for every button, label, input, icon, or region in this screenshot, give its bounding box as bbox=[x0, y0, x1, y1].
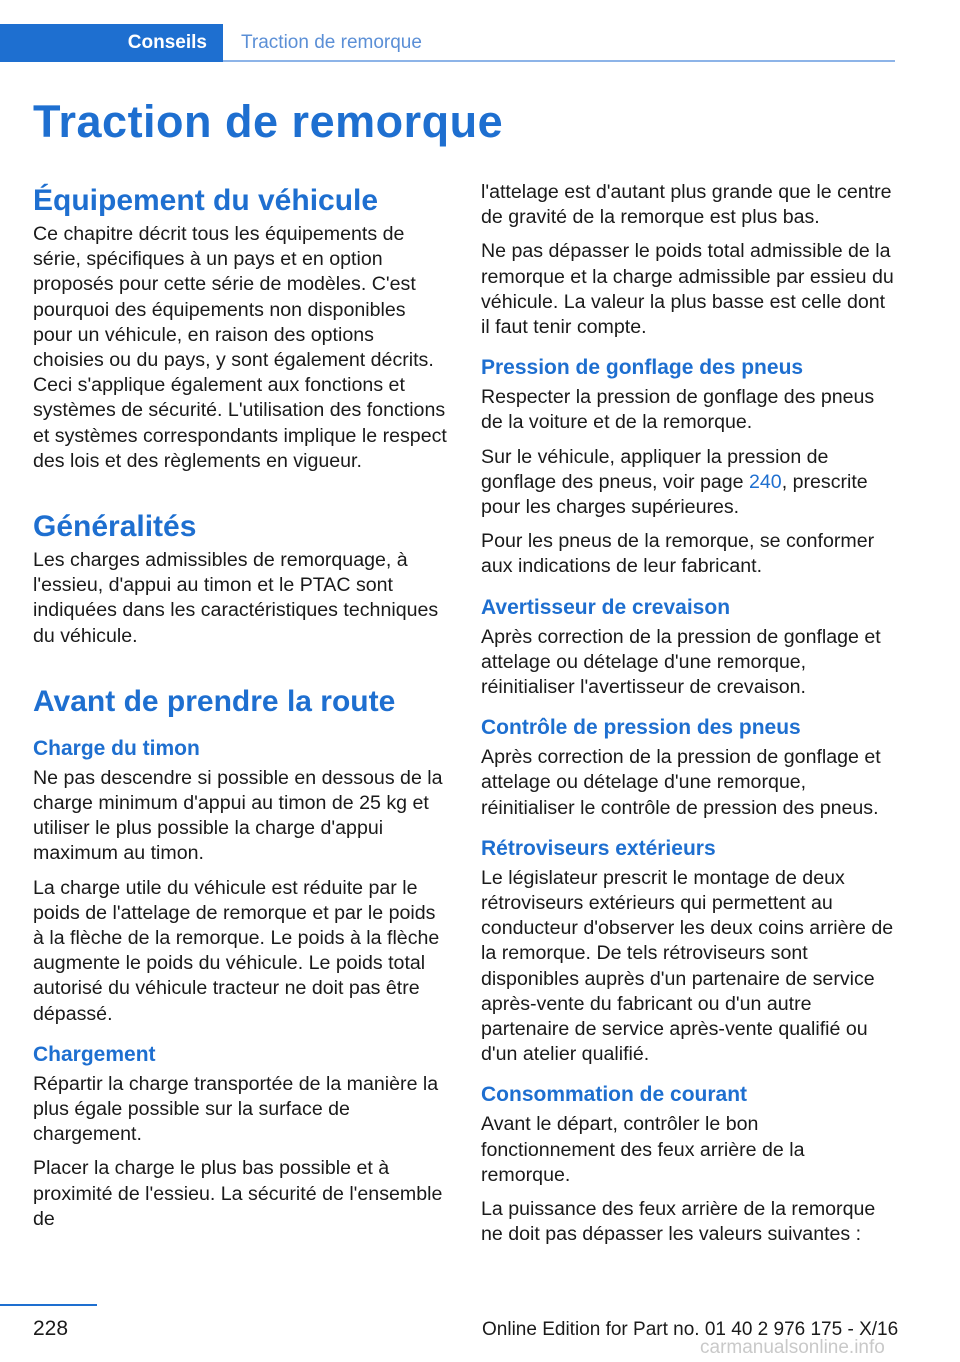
paragraph-power-2: La puissance des feux arrière de la remorque ne doit pas dépasser les valeurs suivantes : bbox=[481, 1198, 876, 1246]
heading-drawbar-load: Charge du timon bbox=[33, 736, 200, 760]
paragraph-mirrors: Le législateur prescrit le montage de deux rétroviseurs extérieurs qui permettent au conducteur d'observer les deux coins arrière de la remorque. De tels rétroviseurs sont disponibles auprès d'un partenaire de service après-vente du fabricant ou d'un autre partenaire de service après-vente qualifié ou d'un atelier qualifié. bbox=[481, 866, 894, 1066]
page-title: Traction de remorque bbox=[33, 96, 504, 147]
heading-tire-pressure: Pression de gonflage des pneus bbox=[481, 356, 804, 380]
left-column bbox=[33, 182, 448, 1241]
paragraph-flat-warning: Après correction de la pression de gonflage et attelage ou dételage d'une remorque, réinitialiser l'avertisseur de crevaison. bbox=[481, 625, 881, 699]
heading-before-road: Avant de prendre la route bbox=[33, 684, 396, 718]
heading-loading: Chargement bbox=[33, 1042, 156, 1066]
paragraph-power-1: Avant le départ, contrôler le bon fonctionnement des feux arrière de la remorque. bbox=[481, 1113, 805, 1186]
heading-tpms: Contrôle de pression des pneus bbox=[481, 716, 801, 740]
watermark: carmanualsonline.info bbox=[700, 1337, 885, 1358]
paragraph-drawbar-1: Ne pas descendre si possible en dessous de la charge minimum d'appui au timon de 25 kg et utiliser le plus possible la charge d'appui maximum au timon. bbox=[33, 766, 443, 865]
paragraph-tire-pressure-3: Pour les pneus de la remorque, se conformer aux indications de leur fabricant. bbox=[481, 530, 875, 578]
paragraph-tpms: Après correction de la pression de gonflage et attelage ou dételage d'une remorque, réinitialiser le contrôle de pression des pneus. bbox=[481, 746, 881, 819]
footer-rule bbox=[0, 1304, 97, 1306]
heading-flat-warning: Avertisseur de crevaison bbox=[481, 595, 731, 619]
header-rule bbox=[223, 60, 895, 62]
paragraph-drawbar-2: La charge utile du véhicule est réduite par le poids de l'attelage de remorque et par le poids à la flèche de la remorque. Le poids à la flèche augmente le poids du véhicule. Le poids total autorisé du véhicule tracteur ne doit pas être dépassé. bbox=[33, 876, 440, 1025]
paragraph-loading-1: Répartir la charge transportée de la manière la plus égale possible sur la surface de chargement. bbox=[33, 1072, 439, 1146]
right-column bbox=[481, 180, 896, 1257]
section-tab bbox=[0, 24, 223, 62]
paragraph-general: Les charges admissibles de remorquage, à l'essieu, d'appui au timon et le PTAC sont indiquées dans les caractéristiques techniques du véhicule. bbox=[33, 549, 439, 647]
heading-mirrors: Rétroviseurs extérieurs bbox=[481, 836, 716, 860]
paragraph-loading-2: Placer la charge le plus bas possible et à proximité de l'essieu. La sécurité de l'ensemble de bbox=[33, 1157, 443, 1230]
paragraph-equipment: Ce chapitre décrit tous les équipements de série, spécifiques à un pays et en option proposés pour cette série de modèles. C'est pourquoi des équipements non disponibles pour un véhicule, en raison des options choisies ou du pays, y sont également décrits. Ceci s'applique également aux fonctions et systèmes de sécurité. L'utilisation des fonctions et systèmes correspondants implique le respect des lois et des règlements en vigueur. bbox=[33, 223, 447, 472]
breadcrumb: Traction de remorque bbox=[241, 32, 422, 53]
tire-pressure-text-after: , prescrite pour les charges supérieures. bbox=[481, 470, 868, 519]
paragraph-loading-3: l'attelage est d'autant plus grande que le centre de gravité de la remorque est plus bas. bbox=[481, 181, 892, 229]
edition-text: Online Edition for Part no. 01 40 2 976 175 - X/16 bbox=[482, 1319, 899, 1340]
page-number: 228 bbox=[33, 1317, 69, 1340]
heading-equipment: Équipement du véhicule bbox=[33, 184, 379, 217]
tire-pressure-text-before: Sur le véhicule, appliquer la pression de gonflage des pneus, voir page bbox=[481, 445, 829, 493]
page-link-240[interactable]: 240 bbox=[748, 470, 782, 493]
heading-general: Généralités bbox=[33, 510, 197, 544]
paragraph-loading-4: Ne pas dépasser le poids total admissible de la remorque et la charge admissible par essieu du véhicule. La valeur la plus basse est celle dont il faut tenir compte. bbox=[481, 240, 894, 339]
section-tab-label: Conseils bbox=[127, 32, 207, 53]
paragraph-tire-pressure-1: Respecter la pression de gonflage des pneus de la voiture et de la remorque. bbox=[481, 386, 875, 434]
paragraph-tire-pressure-2 bbox=[481, 445, 896, 521]
heading-power: Consommation de courant bbox=[481, 1083, 748, 1107]
